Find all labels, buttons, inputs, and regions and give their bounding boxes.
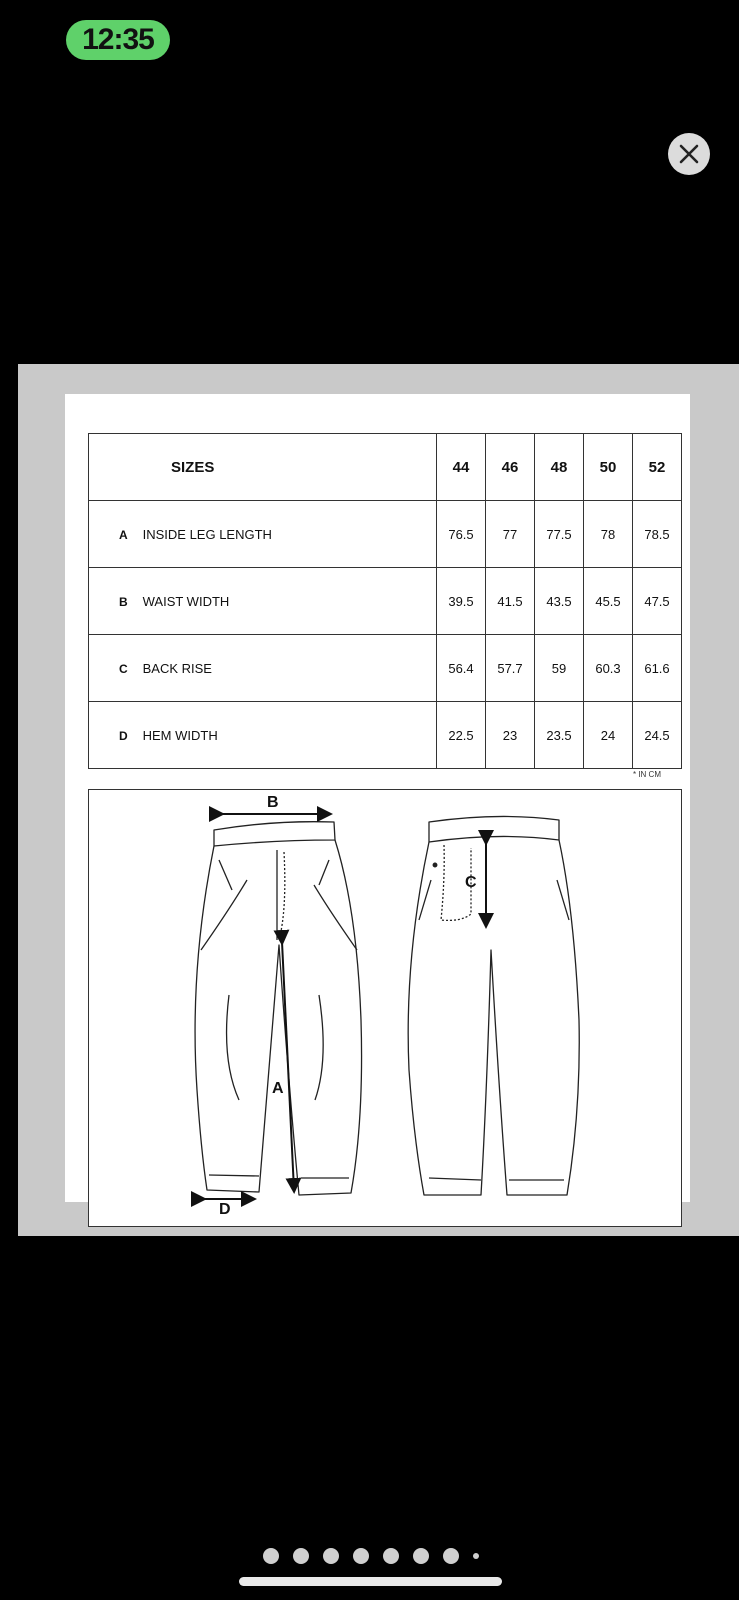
size-header: 46 [486,434,535,501]
table-row [89,501,682,568]
page-indicator[interactable] [263,1548,479,1564]
row-name: HEM WIDTH [142,727,218,743]
close-button[interactable] [668,133,710,175]
row-name: WAIST WIDTH [142,593,230,609]
sizes-header: SIZES [89,434,437,501]
size-table-header-row [89,434,682,501]
table-cell: 59 [535,635,584,702]
table-cell: 47.5 [633,568,682,635]
table-cell: 24.5 [633,702,682,769]
table-cell: 41.5 [486,568,535,635]
size-table [88,433,682,769]
unit-note: * IN CM [633,770,661,779]
close-icon [678,143,700,165]
page-dot[interactable] [353,1548,369,1564]
table-cell: 78 [584,501,633,568]
dimension-label-a: A [272,1080,284,1097]
trouser-diagram [88,789,682,1227]
table-cell: 60.3 [584,635,633,702]
table-cell: 61.6 [633,635,682,702]
size-chart-image[interactable] [18,364,739,1236]
table-cell: 77 [486,501,535,568]
table-cell: 57.7 [486,635,535,702]
table-cell: 24 [584,702,633,769]
row-label [89,501,437,568]
dimension-label-b: B [267,794,279,811]
table-row [89,702,682,769]
page-dot-overflow [473,1553,479,1559]
size-chart-sheet [65,394,690,1218]
size-header: 52 [633,434,682,501]
table-cell: 43.5 [535,568,584,635]
dimension-label-c: C [465,874,477,891]
page-dot[interactable] [263,1548,279,1564]
table-cell: 78.5 [633,501,682,568]
row-name: INSIDE LEG LENGTH [142,526,272,542]
trouser-drawing [89,790,683,1228]
row-label [89,568,437,635]
size-header: 44 [437,434,486,501]
size-header: 50 [584,434,633,501]
page-dot[interactable] [323,1548,339,1564]
table-cell: 23 [486,702,535,769]
page-dot[interactable] [383,1548,399,1564]
home-indicator[interactable] [239,1577,502,1586]
table-cell: 45.5 [584,568,633,635]
row-letter: A [119,527,128,542]
table-cell: 56.4 [437,635,486,702]
row-name: BACK RISE [142,660,212,676]
row-letter: B [119,594,128,609]
row-letter: D [119,728,128,743]
page-dot[interactable] [443,1548,459,1564]
table-cell: 22.5 [437,702,486,769]
table-cell: 77.5 [535,501,584,568]
table-cell: 39.5 [437,568,486,635]
table-row [89,568,682,635]
page-dot[interactable] [293,1548,309,1564]
table-cell: 23.5 [535,702,584,769]
size-header: 48 [535,434,584,501]
row-letter: C [119,661,128,676]
row-label [89,702,437,769]
page-dot[interactable] [413,1548,429,1564]
row-label [89,635,437,702]
status-time: 12:35 [82,23,154,56]
table-row [89,635,682,702]
table-cell: 76.5 [437,501,486,568]
dimension-label-d: D [219,1201,231,1218]
status-time-pill [66,20,170,60]
